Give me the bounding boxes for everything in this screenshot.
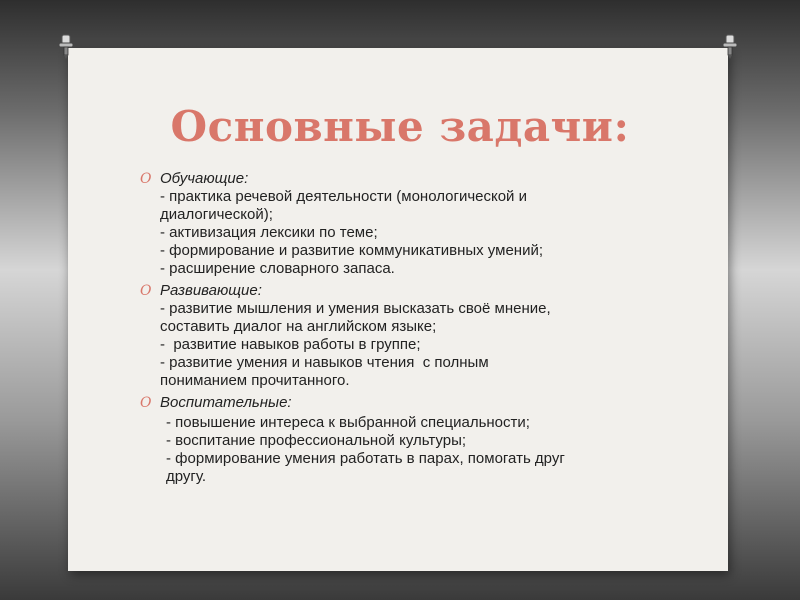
list-item: - развитие умения и навыков чтения с полным <box>160 354 489 371</box>
section-heading: Воспитательные: <box>160 394 292 411</box>
list-item: пониманием прочитанного. <box>160 372 350 389</box>
list-item: - повышение интереса к выбранной специальности; <box>166 414 530 431</box>
list-item: - практика речевой деятельности (монологической и <box>160 188 527 205</box>
list-item: другу. <box>166 468 207 485</box>
list-item: - развитие навыков работы в группе; <box>160 336 421 353</box>
bullet-icon: O <box>140 395 152 411</box>
slide-title: Основные задачи: <box>170 102 630 151</box>
list-item: - воспитание профессиональной культуры; <box>166 432 467 449</box>
section-teaching <box>140 170 680 278</box>
list-item: составить диалог на английском языке; <box>160 318 437 335</box>
list-item: - формирование и развитие коммуникативных умений; <box>160 242 544 259</box>
task-list <box>140 170 680 490</box>
section-developing <box>140 282 680 390</box>
section-heading: Обучающие: <box>160 170 249 187</box>
list-item: - расширение словарного запаса. <box>160 260 395 277</box>
section-educational <box>140 394 680 486</box>
section-heading: Развивающие: <box>160 282 262 299</box>
list-item: диалогической); <box>160 206 273 223</box>
section-body <box>160 414 680 486</box>
bullet-icon: O <box>140 171 152 187</box>
bullet-icon: O <box>140 283 152 299</box>
pushpin-icon <box>719 34 741 60</box>
pushpin-icon <box>55 34 77 60</box>
list-item: - активизация лексики по теме; <box>160 224 378 241</box>
list-item: - развитие мышления и умения высказать своё мнение, <box>160 300 551 317</box>
list-item: - формирование умения работать в парах, помогать друг <box>166 450 565 467</box>
